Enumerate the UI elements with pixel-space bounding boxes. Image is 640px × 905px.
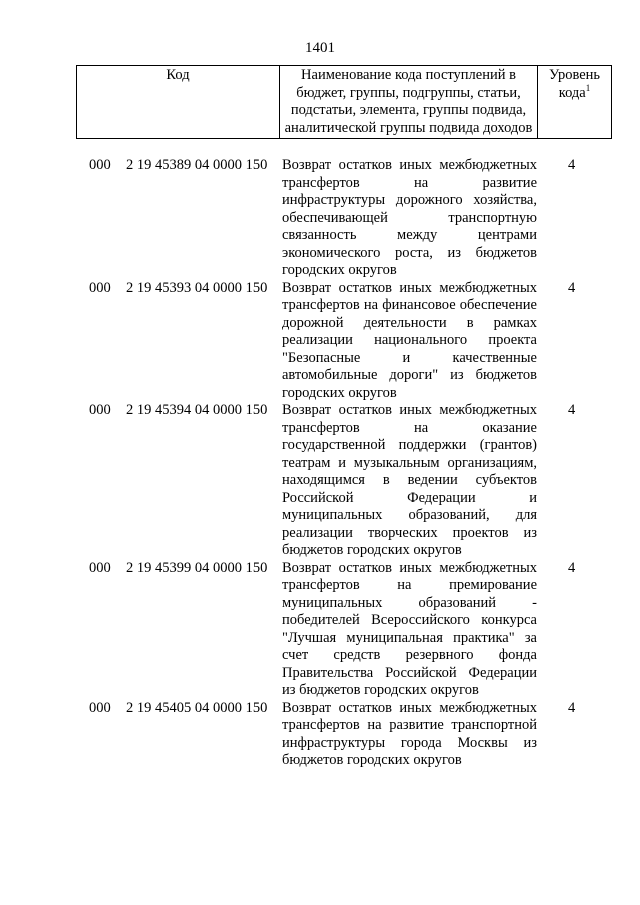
row-admin-code: 000	[89, 559, 111, 576]
row-level: 4	[568, 402, 576, 418]
header-level-footnote: 1	[585, 82, 591, 93]
row-code: 2 19 45394 04 0000 150	[126, 402, 268, 418]
page-number: 1401	[305, 40, 335, 56]
row-admin-code: 000	[89, 402, 111, 418]
row-code: 2 19 45389 04 0000 150	[126, 157, 268, 173]
header-code-label: Код	[166, 67, 190, 83]
row-name: Возврат остатков иных межбюджетных трансфертов на развитие транспортной инфраструктуры города Москвы из бюджетов городских округов	[282, 699, 537, 768]
row-admin-code: 000	[89, 279, 111, 296]
row-name: Возврат остатков иных межбюджетных трансфертов на развитие инфраструктуры дорожного хозяйства, обеспечивающей транспортную связанность между центрами экономического роста, из бюджетов городских округов	[282, 157, 537, 278]
row-level: 4	[568, 279, 576, 296]
row-level: 4	[568, 559, 576, 576]
row-admin-code: 000	[89, 157, 111, 173]
header-name	[280, 66, 538, 138]
row-code: 2 19 45399 04 0000 150	[126, 559, 268, 576]
table-row	[0, 402, 640, 560]
table-row	[0, 700, 640, 770]
header-level	[538, 66, 611, 138]
row-name: Возврат остатков иных межбюджетных трансфертов на финансовое обеспечение дорожной деятельности в рамках реализации национального проекта "Безопасные и качественные автомобильные дороги" из бюджетов городских округов	[282, 279, 537, 401]
row-name: Возврат остатков иных межбюджетных трансфертов на премирование муниципальных образований - победителей Всероссийского конкурса "Лучшая муниципальная практика" за счет средств резервного фонда Правительства Российской Федерации из бюджетов городских округов	[282, 559, 537, 698]
row-level: 4	[568, 699, 576, 716]
table-body	[0, 157, 640, 770]
row-code: 2 19 45405 04 0000 150	[126, 699, 268, 716]
table-row	[0, 560, 640, 700]
header-level-label: Уровень кода	[548, 67, 601, 101]
row-name: Возврат остатков иных межбюджетных трансфертов на оказание государственной поддержки (грантов) театрам и музыкальным организациям, находящимся в ведении субъектов Российской Федерации и муниципальных образований, для реализации творческих проектов из бюджетов городских округов	[282, 402, 537, 558]
table-row	[0, 280, 640, 403]
header-code	[77, 66, 280, 138]
table-header	[76, 65, 612, 139]
row-level: 4	[568, 157, 576, 173]
row-admin-code: 000	[89, 699, 111, 716]
header-name-label: Наименование кода поступлений в бюджет, группы, подгруппы, статьи, подстатьи, элемента, группы подвида, аналитической группы подвида доходов	[284, 67, 533, 136]
table-row	[0, 157, 640, 280]
row-code: 2 19 45393 04 0000 150	[126, 279, 268, 296]
